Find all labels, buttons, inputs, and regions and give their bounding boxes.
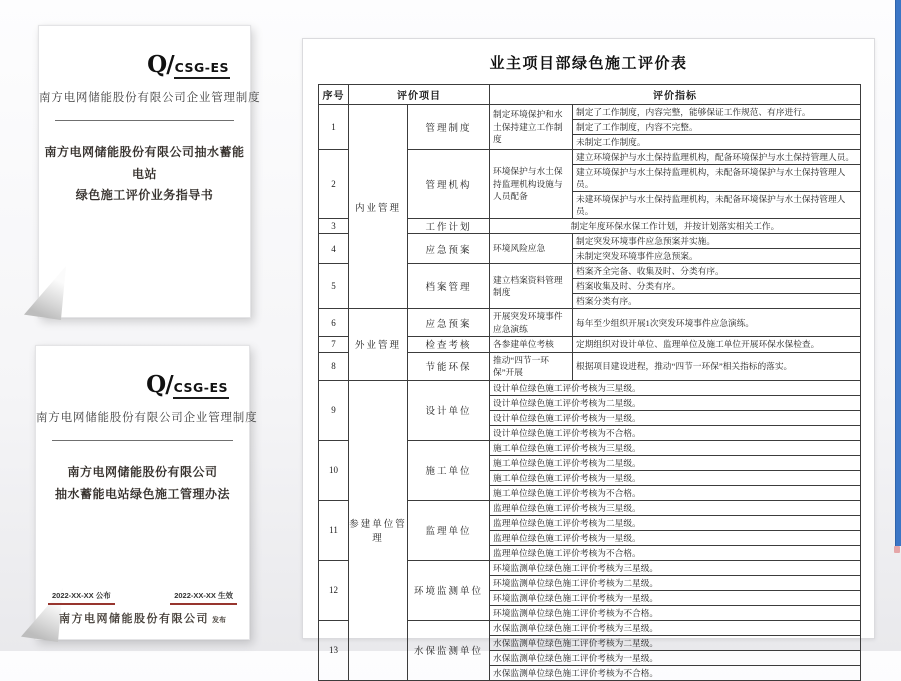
category-cell: 参建单位管理 bbox=[349, 380, 408, 680]
indicator-cell: 环境监测单位绿色施工评价考核为一星级。 bbox=[490, 590, 861, 605]
doc-title bbox=[36, 462, 249, 505]
csg-logo bbox=[39, 51, 250, 78]
table-row bbox=[319, 105, 861, 120]
item-cell: 监理单位 bbox=[408, 500, 490, 560]
item-cell: 节能环保 bbox=[408, 352, 490, 380]
header-serial: 序号 bbox=[319, 85, 349, 105]
item-cell: 设计单位 bbox=[408, 380, 490, 440]
indicator-cell: 制定年度环保水保工作计划，并按计划落实相关工作。 bbox=[490, 219, 861, 234]
table-row bbox=[319, 380, 861, 395]
table-header-row bbox=[319, 85, 861, 105]
indicator-cell: 制定突发环境事件应急预案并实施。 bbox=[573, 234, 861, 249]
doc-cover-guide-book[interactable] bbox=[38, 25, 261, 318]
indicator-cell: 设计单位绿色施工评价考核为三星级。 bbox=[490, 380, 861, 395]
row-num-cell: 3 bbox=[319, 219, 349, 234]
logo-q-mark: Q/ bbox=[146, 371, 173, 398]
indicator-cell: 设计单位绿色施工评价考核为一星级。 bbox=[490, 410, 861, 425]
doc-title-line: 抽水蓄能电站绿色施工管理办法 bbox=[54, 486, 230, 501]
doc-subtitle: 南方电网储能股份有限公司企业管理制度 bbox=[36, 412, 258, 424]
indicator-cell: 监理单位绿色施工评价考核为一星级。 bbox=[490, 530, 861, 545]
row-num-cell: 1 bbox=[319, 105, 349, 150]
scrollbar-end-marker bbox=[894, 546, 900, 553]
csg-logo bbox=[36, 371, 249, 398]
indicator-cell: 制定了工作制度，内容完整，能够保证工作规范、有序进行。 bbox=[573, 105, 861, 120]
logo-q-mark: Q/ bbox=[147, 51, 174, 78]
row-num-cell: 12 bbox=[319, 560, 349, 620]
doc-title-line: 南方电网储能股份有限公司 bbox=[67, 465, 218, 479]
scrollbar[interactable] bbox=[895, 0, 901, 546]
indicator-cell: 每年至少组织开展1次突发环境事件应急演练。 bbox=[573, 309, 861, 337]
criteria-cell: 环境保护与水土保持监理机构设施与人员配备 bbox=[490, 150, 573, 219]
criteria-cell: 制定环境保护和水土保持建立工作制度 bbox=[490, 105, 573, 150]
indicator-cell: 水保监测单位绿色施工评价考核为三星级。 bbox=[490, 620, 861, 635]
criteria-cell: 建立档案资料管理制度 bbox=[490, 264, 573, 309]
indicator-cell: 未制定工作制度。 bbox=[573, 135, 861, 150]
page-curl bbox=[24, 266, 66, 320]
indicator-cell: 制定了工作制度，内容不完整。 bbox=[573, 120, 861, 135]
indicator-cell: 监理单位绿色施工评价考核为二星级。 bbox=[490, 515, 861, 530]
indicator-cell: 建立环境保护与水土保持监理机构，配备环境保护与水土保持管理人员。 bbox=[573, 150, 861, 165]
item-cell: 管理机构 bbox=[408, 150, 490, 219]
logo-csg-es: CSG-ES bbox=[173, 380, 229, 399]
item-cell: 水保监测单位 bbox=[408, 620, 490, 680]
item-cell: 应急预案 bbox=[408, 309, 490, 337]
indicator-cell: 档案收集及时、分类有序。 bbox=[573, 279, 861, 294]
item-cell: 施工单位 bbox=[408, 440, 490, 500]
doc-title-line: 南方电网储能股份有限公司抽水蓄能电站 bbox=[44, 145, 245, 181]
publisher-name: 南方电网储能股份有限公司 bbox=[59, 613, 209, 625]
logo-csg-es: CSG-ES bbox=[174, 60, 230, 79]
indicator-cell: 定期组织对设计单位、监理单位及施工单位开展环保水保检查。 bbox=[573, 337, 861, 353]
divider-line bbox=[55, 120, 234, 121]
item-cell: 检查考核 bbox=[408, 337, 490, 353]
indicator-cell: 水保监测单位绿色施工评价考核为不合格。 bbox=[490, 665, 861, 680]
indicator-cell: 监理单位绿色施工评价考核为三星级。 bbox=[490, 500, 861, 515]
indicator-cell: 档案分类有序。 bbox=[573, 294, 861, 309]
criteria-cell: 推动“四节一环保”开展 bbox=[490, 352, 573, 380]
row-num-cell: 7 bbox=[319, 337, 349, 353]
row-num-cell: 2 bbox=[319, 150, 349, 219]
criteria-cell: 各参建单位考核 bbox=[490, 337, 573, 353]
indicator-cell: 建立环境保护与水土保持监理机构，未配备环境保护与水土保持管理人员。 bbox=[573, 165, 861, 192]
indicator-cell: 监理单位绿色施工评价考核为不合格。 bbox=[490, 545, 861, 560]
category-cell: 内业管理 bbox=[349, 105, 408, 309]
item-cell: 档案管理 bbox=[408, 264, 490, 309]
doc-cover-management-measures[interactable] bbox=[35, 345, 258, 640]
publisher-line bbox=[36, 610, 249, 626]
category-cell: 外业管理 bbox=[349, 309, 408, 381]
page-title: 业主项目部绿色施工评价表 bbox=[489, 55, 688, 72]
indicator-cell: 根据项目建设进程，推动“四节一环保”相关指标的落实。 bbox=[573, 352, 861, 380]
publisher-suffix: 发布 bbox=[212, 617, 226, 624]
indicator-cell: 水保监测单位绿色施工评价考核为一星级。 bbox=[490, 650, 861, 665]
indicator-cell: 设计单位绿色施工评价考核为二星级。 bbox=[490, 395, 861, 410]
item-cell: 应急预案 bbox=[408, 234, 490, 264]
row-num-cell: 8 bbox=[319, 352, 349, 380]
indicator-cell: 施工单位绿色施工评价考核为三星级。 bbox=[490, 440, 861, 455]
doc-footer bbox=[36, 590, 249, 626]
indicator-cell: 未制定突发环境事件应急预案。 bbox=[573, 249, 861, 264]
item-cell: 环境监测单位 bbox=[408, 560, 490, 620]
indicator-cell: 设计单位绿色施工评价考核为不合格。 bbox=[490, 425, 861, 440]
row-num-cell: 10 bbox=[319, 440, 349, 500]
evaluation-table-body bbox=[319, 105, 861, 681]
doc-title-line: 绿色施工评价业务指导书 bbox=[75, 188, 214, 203]
publish-date: 2022-XX-XX 公布 bbox=[48, 590, 115, 605]
table-row bbox=[319, 309, 861, 337]
row-num-cell: 9 bbox=[319, 380, 349, 440]
doc-subtitle: 南方电网储能股份有限公司企业管理制度 bbox=[39, 92, 261, 104]
effective-date: 2022-XX-XX 生效 bbox=[170, 590, 237, 605]
header-indicator: 评价指标 bbox=[490, 85, 861, 105]
document-page bbox=[302, 38, 875, 678]
item-cell: 管理制度 bbox=[408, 105, 490, 150]
criteria-cell: 环境风险应急 bbox=[490, 234, 573, 264]
header-item: 评价项目 bbox=[349, 85, 490, 105]
evaluation-table bbox=[318, 84, 861, 681]
row-num-cell: 4 bbox=[319, 234, 349, 264]
row-num-cell: 6 bbox=[319, 309, 349, 337]
indicator-cell: 水保监测单位绿色施工评价考核为二星级。 bbox=[490, 635, 861, 650]
row-num-cell: 11 bbox=[319, 500, 349, 560]
indicator-cell: 档案齐全完备、收集及时、分类有序。 bbox=[573, 264, 861, 279]
row-num-cell: 5 bbox=[319, 264, 349, 309]
indicator-cell: 环境监测单位绿色施工评价考核为三星级。 bbox=[490, 560, 861, 575]
doc-title bbox=[39, 142, 250, 207]
row-num-cell: 13 bbox=[319, 620, 349, 680]
indicator-cell: 施工单位绿色施工评价考核为二星级。 bbox=[490, 455, 861, 470]
indicator-cell: 环境监测单位绿色施工评价考核为不合格。 bbox=[490, 605, 861, 620]
criteria-cell: 开展突发环境事件应急演练 bbox=[490, 309, 573, 337]
indicator-cell: 环境监测单位绿色施工评价考核为二星级。 bbox=[490, 575, 861, 590]
divider-line bbox=[52, 440, 233, 441]
indicator-cell: 未建环境保护与水土保持监理机构，未配备环境保护与水土保持管理人员。 bbox=[573, 192, 861, 219]
item-cell: 工作计划 bbox=[408, 219, 490, 234]
indicator-cell: 施工单位绿色施工评价考核为不合格。 bbox=[490, 485, 861, 500]
indicator-cell: 施工单位绿色施工评价考核为一星级。 bbox=[490, 470, 861, 485]
